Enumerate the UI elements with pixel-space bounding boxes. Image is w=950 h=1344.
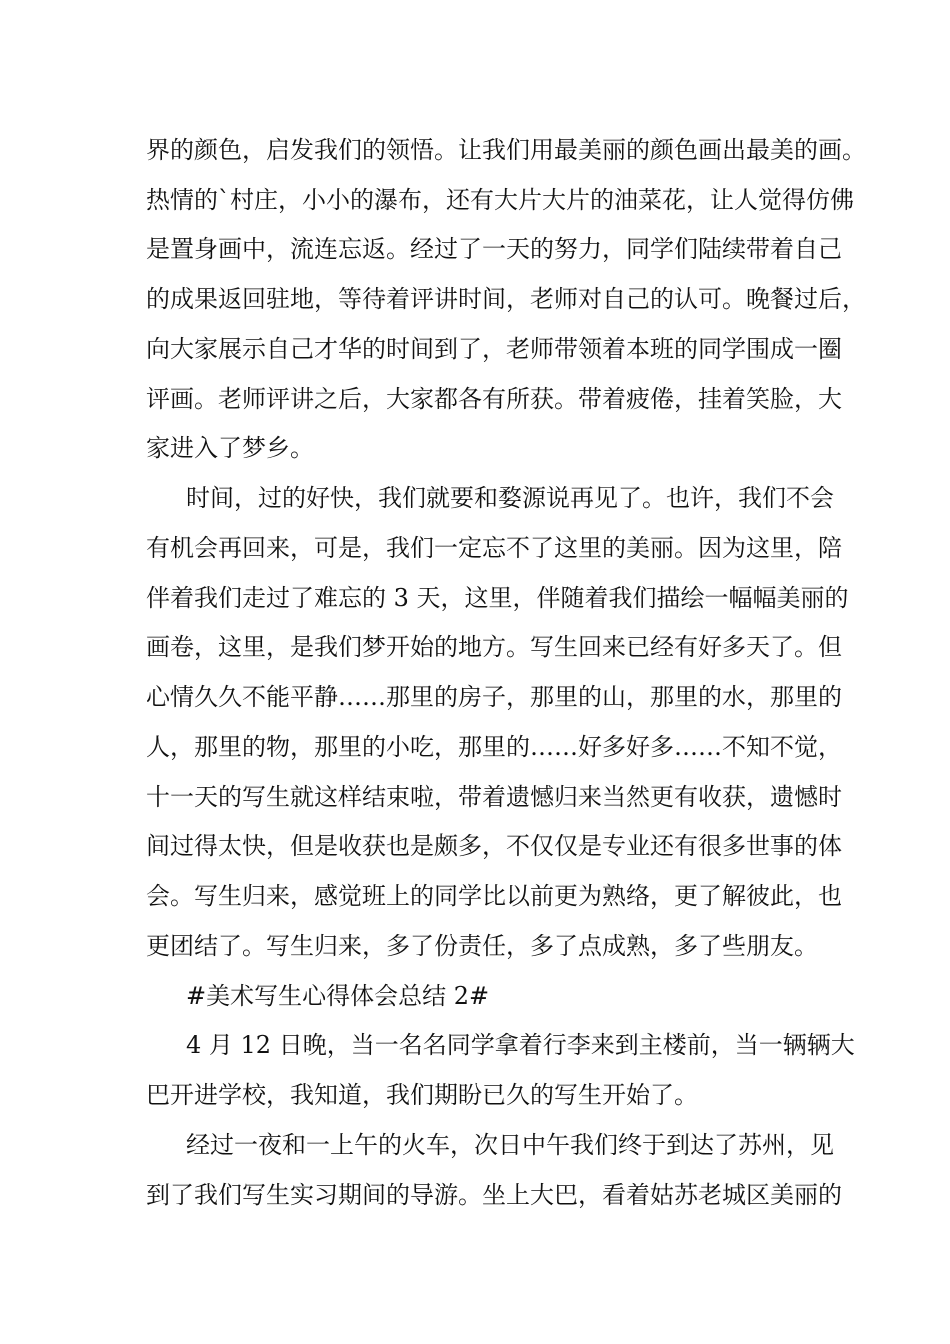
text-line: 间过得太快，但是收获也是颇多，不仅仅是专业还有很多世事的体 (146, 832, 842, 860)
text-line: 的成果返回驻地，等待着评讲时间，老师对自己的认可。晚餐过后， (146, 285, 866, 313)
text-line: 十一天的写生就这样结束啦，带着遗憾归来当然更有收获，遗憾时 (146, 783, 842, 811)
text-line: 画卷，这里，是我们梦开始的地方。写生回来已经有好多天了。但 (146, 633, 842, 661)
text-line: 有机会再回来，可是，我们一定忘不了这里的美丽。因为这里，陪 (146, 534, 842, 562)
text-line: 伴着我们走过了难忘的 3 天，这里，伴随着我们描绘一幅幅美丽的 (146, 584, 849, 612)
text-line: 是置身画中，流连忘返。经过了一天的努力，同学们陆续带着自己 (146, 235, 842, 263)
text-line: 评画。老师评讲之后，大家都各有所获。带着疲倦，挂着笑脸，大 (146, 385, 842, 413)
text-line: 心情久久不能平静……那里的房子，那里的山，那里的水，那里的 (146, 683, 842, 711)
text-line: 时间，过的好快，我们就要和婺源说再见了。也许，我们不会 (186, 484, 834, 512)
text-line: 向大家展示自己才华的时间到了，老师带领着本班的同学围成一圈 (146, 335, 842, 363)
text-line: 4 月 12 日晚，当一名名同学拿着行李来到主楼前，当一辆辆大 (186, 1031, 855, 1059)
text-line: 经过一夜和一上午的火车，次日中午我们终于到达了苏州，见 (186, 1131, 834, 1159)
text-line: 更团结了。写生归来，多了份责任，多了点成熟，多了些朋友。 (146, 932, 818, 960)
text-line: 家进入了梦乡。 (146, 434, 314, 462)
section-heading: #美术写生心得体会总结 2# (186, 982, 490, 1010)
text-line: 热情的`村庄，小小的瀑布，还有大片大片的油菜花，让人觉得仿佛 (146, 186, 854, 214)
text-line: 人，那里的物，那里的小吃，那里的……好多好多……不知不觉， (146, 733, 842, 761)
text-line: 界的颜色，启发我们的领悟。让我们用最美丽的颜色画出最美的画。 (146, 136, 866, 164)
text-line: 会。写生归来，感觉班上的同学比以前更为熟络，更了解彼此，也 (146, 882, 842, 910)
text-line: 到了我们写生实习期间的导游。坐上大巴，看着姑苏老城区美丽的 (146, 1181, 842, 1209)
text-line: 巴开进学校，我知道，我们期盼已久的写生开始了。 (146, 1081, 698, 1109)
